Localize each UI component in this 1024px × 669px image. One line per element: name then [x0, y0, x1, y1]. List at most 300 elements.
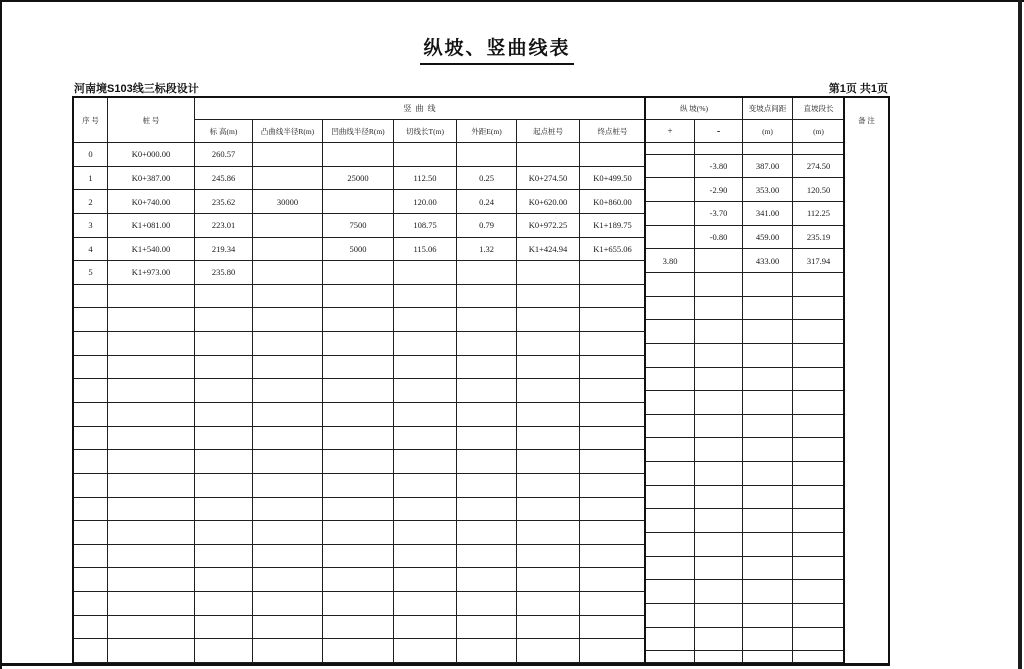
cell-elevation: [195, 639, 253, 663]
cell-convex: [253, 639, 323, 663]
slope-cell-minus: [695, 580, 743, 604]
cell-external: [457, 521, 517, 545]
slope-cell-plus: [646, 415, 695, 439]
slope-cell-minus: [695, 273, 743, 297]
cell-elevation: [195, 285, 253, 309]
slope-cell-spacing: [743, 297, 793, 321]
cell-seq: 3: [74, 214, 108, 238]
cell-convex: [253, 592, 323, 616]
vertical-curve-body: [74, 143, 646, 663]
cell-start: K0+620.00: [517, 190, 580, 214]
cell-tangent: 115.06: [394, 238, 457, 262]
cell-external: [457, 143, 517, 167]
cell-tangent: [394, 568, 457, 592]
cell-station: K1+081.00: [108, 214, 195, 238]
cell-station: [108, 616, 195, 640]
cell-tangent: [394, 332, 457, 356]
cell-end: [580, 427, 646, 451]
document-info-row: [74, 81, 888, 96]
cell-station: [108, 285, 195, 309]
slope-cell-straight: [793, 628, 845, 652]
slope-cell-spacing: 353.00: [743, 178, 793, 202]
cell-concave: [323, 356, 394, 380]
cell-elevation: [195, 474, 253, 498]
cell-external: [457, 332, 517, 356]
cell-concave: [323, 498, 394, 522]
slope-cell-plus: [646, 628, 695, 652]
cell-end: [580, 521, 646, 545]
slope-cell-minus: [695, 651, 743, 663]
cell-seq: [74, 332, 108, 356]
page-number: 第1页 共1页: [828, 83, 888, 95]
cell-external: [457, 498, 517, 522]
cell-start: [517, 356, 580, 380]
header-elevation: 标 高(m): [195, 120, 253, 142]
cell-start: [517, 568, 580, 592]
cell-seq: [74, 616, 108, 640]
slope-cell-straight: [793, 533, 845, 557]
cell-station: K0+387.00: [108, 167, 195, 191]
cell-convex: [253, 616, 323, 640]
cell-tangent: [394, 308, 457, 332]
slope-cell-straight: 274.50: [793, 155, 845, 179]
slope-cell-plus: [646, 533, 695, 557]
cell-station: K1+973.00: [108, 261, 195, 285]
cell-external: [457, 427, 517, 451]
cell-external: [457, 474, 517, 498]
cell-end: K0+860.00: [580, 190, 646, 214]
cell-tangent: [394, 261, 457, 285]
header-slope-minus: -: [695, 120, 743, 142]
cell-start: [517, 639, 580, 663]
slope-cell-minus: [695, 320, 743, 344]
slope-cell-straight: [793, 486, 845, 510]
cell-external: [457, 568, 517, 592]
slope-cell-minus: [695, 344, 743, 368]
cell-seq: [74, 568, 108, 592]
cell-tangent: [394, 285, 457, 309]
slope-cell-plus: [646, 178, 695, 202]
cell-seq: 2: [74, 190, 108, 214]
slope-cell-straight: 235.19: [793, 226, 845, 250]
slope-cell-minus: [695, 415, 743, 439]
slope-cell-straight: [793, 462, 845, 486]
cell-external: [457, 356, 517, 380]
cell-tangent: [394, 143, 457, 167]
cell-start: [517, 332, 580, 356]
slope-cell-plus: 3.80: [646, 249, 695, 273]
slope-cell-straight: [793, 509, 845, 533]
slope-cell-spacing: [743, 344, 793, 368]
slope-cell-spacing: [743, 143, 793, 155]
header-station: 桩 号: [108, 98, 195, 142]
cell-concave: [323, 332, 394, 356]
cell-start: [517, 592, 580, 616]
header-straight-length-unit: (m): [793, 120, 845, 142]
section-divider-remark: [843, 98, 845, 663]
slope-cell-straight: [793, 273, 845, 297]
cell-elevation: [195, 592, 253, 616]
cell-seq: 5: [74, 261, 108, 285]
slope-cell-plus: [646, 368, 695, 392]
slope-cell-straight: 317.94: [793, 249, 845, 273]
slope-cell-minus: [695, 557, 743, 581]
cell-end: [580, 639, 646, 663]
cell-convex: [253, 238, 323, 262]
cell-convex: [253, 427, 323, 451]
cell-external: [457, 379, 517, 403]
slope-cell-plus: [646, 202, 695, 226]
cell-end: [580, 403, 646, 427]
slope-cell-plus: [646, 320, 695, 344]
cell-end: [580, 568, 646, 592]
cell-elevation: [195, 545, 253, 569]
cell-external: [457, 261, 517, 285]
cell-station: [108, 403, 195, 427]
slope-cell-plus: [646, 604, 695, 628]
cell-elevation: [195, 379, 253, 403]
cell-seq: [74, 450, 108, 474]
cell-convex: [253, 332, 323, 356]
header-end-station: 终点桩号: [580, 120, 646, 142]
remark-column-body: [845, 143, 888, 663]
cell-external: [457, 616, 517, 640]
cell-elevation: 223.01: [195, 214, 253, 238]
slope-cell-plus: [646, 580, 695, 604]
header-start-station: 起点桩号: [517, 120, 580, 142]
cell-concave: 25000: [323, 167, 394, 191]
cell-concave: 5000: [323, 238, 394, 262]
cell-convex: [253, 521, 323, 545]
cell-end: K1+189.75: [580, 214, 646, 238]
cell-station: [108, 592, 195, 616]
slope-cell-minus: -3.70: [695, 202, 743, 226]
header-grade-point-spacing: 变坡点间距: [743, 98, 793, 120]
cell-station: K0+740.00: [108, 190, 195, 214]
slope-cell-straight: [793, 143, 845, 155]
slope-curve-table: [72, 96, 890, 665]
cell-seq: 4: [74, 238, 108, 262]
slope-cell-plus: [646, 557, 695, 581]
slope-cell-minus: [695, 533, 743, 557]
cell-start: K1+424.94: [517, 238, 580, 262]
cell-tangent: [394, 592, 457, 616]
cell-end: [580, 545, 646, 569]
cell-seq: [74, 379, 108, 403]
cell-elevation: [195, 568, 253, 592]
cell-seq: [74, 498, 108, 522]
cell-tangent: [394, 521, 457, 545]
cell-concave: [323, 379, 394, 403]
slope-cell-straight: [793, 557, 845, 581]
header-slope-group: 纵 坡(%): [646, 98, 743, 120]
cell-convex: [253, 261, 323, 285]
cell-end: K0+499.50: [580, 167, 646, 191]
slope-cell-minus: [695, 628, 743, 652]
slope-cell-spacing: [743, 368, 793, 392]
slope-body: [646, 143, 845, 663]
slope-cell-straight: 120.50: [793, 178, 845, 202]
cell-elevation: 235.80: [195, 261, 253, 285]
cell-station: [108, 521, 195, 545]
cell-concave: [323, 474, 394, 498]
cell-concave: [323, 592, 394, 616]
cell-seq: [74, 285, 108, 309]
slope-cell-spacing: 433.00: [743, 249, 793, 273]
cell-convex: [253, 379, 323, 403]
header-straight-length: 直坡段长: [793, 98, 845, 120]
header-convex-radius: 凸曲线半径R(m): [253, 120, 323, 142]
cell-seq: [74, 403, 108, 427]
cell-elevation: [195, 427, 253, 451]
slope-cell-minus: [695, 249, 743, 273]
slope-cell-plus: [646, 297, 695, 321]
slope-cell-minus: -0.80: [695, 226, 743, 250]
cell-seq: [74, 545, 108, 569]
slope-cell-plus: [646, 273, 695, 297]
cell-station: [108, 639, 195, 663]
cell-external: [457, 545, 517, 569]
cell-concave: [323, 403, 394, 427]
cell-convex: [253, 356, 323, 380]
cell-start: [517, 545, 580, 569]
cell-station: [108, 474, 195, 498]
cell-concave: [323, 427, 394, 451]
cell-end: [580, 261, 646, 285]
cell-seq: [74, 427, 108, 451]
cell-start: [517, 308, 580, 332]
cell-elevation: 235.62: [195, 190, 253, 214]
slope-cell-spacing: [743, 580, 793, 604]
slope-cell-minus: [695, 604, 743, 628]
cell-start: [517, 498, 580, 522]
cell-end: [580, 379, 646, 403]
cell-tangent: [394, 403, 457, 427]
slope-cell-spacing: [743, 415, 793, 439]
cell-concave: [323, 521, 394, 545]
cell-convex: [253, 285, 323, 309]
cell-concave: [323, 450, 394, 474]
cell-station: K1+540.00: [108, 238, 195, 262]
slope-cell-plus: [646, 155, 695, 179]
cell-external: [457, 308, 517, 332]
page-frame-left: [0, 0, 2, 669]
cell-elevation: [195, 308, 253, 332]
slope-cell-straight: [793, 344, 845, 368]
page-title: 纵坡、竖曲线表: [420, 33, 573, 65]
header-remark: 备 注: [858, 115, 875, 125]
slope-cell-minus: [695, 462, 743, 486]
slope-cell-spacing: [743, 651, 793, 663]
slope-cell-straight: [793, 651, 845, 663]
cell-end: K1+655.06: [580, 238, 646, 262]
cell-concave: [323, 143, 394, 167]
cell-external: [457, 285, 517, 309]
cell-convex: [253, 498, 323, 522]
page-frame-right: [1018, 0, 1022, 669]
slope-cell-plus: [646, 226, 695, 250]
cell-convex: [253, 568, 323, 592]
cell-concave: [323, 308, 394, 332]
slope-cell-straight: [793, 415, 845, 439]
cell-concave: [323, 616, 394, 640]
project-name: 河南境S103线三标段设计: [74, 83, 199, 95]
slope-cell-spacing: [743, 320, 793, 344]
cell-seq: [74, 592, 108, 616]
slope-cell-straight: [793, 297, 845, 321]
cell-external: 1.32: [457, 238, 517, 262]
cell-start: [517, 427, 580, 451]
cell-seq: [74, 474, 108, 498]
cell-concave: [323, 568, 394, 592]
cell-tangent: 108.75: [394, 214, 457, 238]
cell-tangent: 112.50: [394, 167, 457, 191]
cell-tangent: [394, 379, 457, 403]
cell-seq: 0: [74, 143, 108, 167]
page-frame-top: [0, 0, 1024, 2]
slope-cell-minus: [695, 297, 743, 321]
cell-concave: 7500: [323, 214, 394, 238]
cell-tangent: 120.00: [394, 190, 457, 214]
cell-elevation: [195, 521, 253, 545]
cell-end: [580, 474, 646, 498]
slope-cell-plus: [646, 462, 695, 486]
slope-cell-minus: -2.90: [695, 178, 743, 202]
slope-cell-minus: [695, 143, 743, 155]
cell-tangent: [394, 545, 457, 569]
cell-tangent: [394, 498, 457, 522]
slope-cell-minus: [695, 368, 743, 392]
slope-cell-plus: [646, 651, 695, 663]
slope-cell-minus: [695, 438, 743, 462]
cell-convex: [253, 545, 323, 569]
cell-seq: 1: [74, 167, 108, 191]
cell-tangent: [394, 474, 457, 498]
cell-start: [517, 521, 580, 545]
cell-tangent: [394, 356, 457, 380]
title-area: [0, 33, 994, 65]
cell-station: [108, 545, 195, 569]
slope-cell-plus: [646, 344, 695, 368]
cell-elevation: [195, 356, 253, 380]
cell-concave: [323, 261, 394, 285]
slope-cell-spacing: [743, 509, 793, 533]
cell-station: [108, 498, 195, 522]
cell-start: [517, 450, 580, 474]
slope-cell-spacing: 387.00: [743, 155, 793, 179]
cell-station: [108, 356, 195, 380]
cell-start: K0+972.25: [517, 214, 580, 238]
cell-end: [580, 498, 646, 522]
slope-cell-spacing: [743, 391, 793, 415]
cell-seq: [74, 356, 108, 380]
cell-station: [108, 568, 195, 592]
cell-elevation: [195, 332, 253, 356]
cell-start: [517, 403, 580, 427]
slope-cell-spacing: 341.00: [743, 202, 793, 226]
slope-cell-spacing: 459.00: [743, 226, 793, 250]
slope-cell-plus: [646, 486, 695, 510]
slope-cell-spacing: [743, 273, 793, 297]
header-tangent-length: 切线长T(m): [394, 120, 457, 142]
cell-seq: [74, 308, 108, 332]
cell-convex: [253, 450, 323, 474]
section-divider-slope: [644, 98, 646, 663]
slope-cell-straight: [793, 391, 845, 415]
slope-cell-spacing: [743, 438, 793, 462]
cell-station: [108, 308, 195, 332]
cell-station: [108, 332, 195, 356]
cell-convex: [253, 308, 323, 332]
slope-cell-straight: 112.25: [793, 202, 845, 226]
cell-end: [580, 450, 646, 474]
cell-convex: [253, 474, 323, 498]
cell-convex: [253, 403, 323, 427]
cell-external: 0.24: [457, 190, 517, 214]
cell-convex: [253, 167, 323, 191]
cell-end: [580, 143, 646, 167]
slope-cell-straight: [793, 438, 845, 462]
slope-cell-plus: [646, 143, 695, 155]
slope-cell-straight: [793, 320, 845, 344]
cell-external: [457, 639, 517, 663]
cell-elevation: 219.34: [195, 238, 253, 262]
cell-end: [580, 616, 646, 640]
cell-elevation: [195, 616, 253, 640]
cell-start: [517, 261, 580, 285]
cell-elevation: [195, 403, 253, 427]
cell-start: [517, 143, 580, 167]
cell-start: [517, 474, 580, 498]
cell-tangent: [394, 639, 457, 663]
cell-seq: [74, 639, 108, 663]
cell-end: [580, 285, 646, 309]
slope-cell-spacing: [743, 486, 793, 510]
header-concave-radius: 凹曲线半径R(m): [323, 120, 394, 142]
slope-cell-straight: [793, 580, 845, 604]
slope-cell-plus: [646, 391, 695, 415]
cell-start: K0+274.50: [517, 167, 580, 191]
cell-elevation: 260.57: [195, 143, 253, 167]
slope-cell-spacing: [743, 462, 793, 486]
header-seq: 序 号: [74, 98, 108, 142]
slope-cell-spacing: [743, 557, 793, 581]
slope-cell-spacing: [743, 604, 793, 628]
header-grade-point-spacing-unit: (m): [743, 120, 793, 142]
slope-cell-plus: [646, 509, 695, 533]
slope-cell-spacing: [743, 628, 793, 652]
header-external-distance: 外距E(m): [457, 120, 517, 142]
cell-station: [108, 450, 195, 474]
cell-station: [108, 427, 195, 451]
cell-concave: [323, 190, 394, 214]
cell-external: 0.79: [457, 214, 517, 238]
cell-end: [580, 332, 646, 356]
cell-external: 0.25: [457, 167, 517, 191]
cell-end: [580, 308, 646, 332]
cell-elevation: [195, 450, 253, 474]
cell-external: [457, 450, 517, 474]
slope-cell-spacing: [743, 533, 793, 557]
cell-station: K0+000.00: [108, 143, 195, 167]
cell-end: [580, 356, 646, 380]
cell-external: [457, 403, 517, 427]
cell-seq: [74, 521, 108, 545]
cell-station: [108, 379, 195, 403]
cell-elevation: [195, 498, 253, 522]
cell-concave: [323, 639, 394, 663]
cell-external: [457, 592, 517, 616]
